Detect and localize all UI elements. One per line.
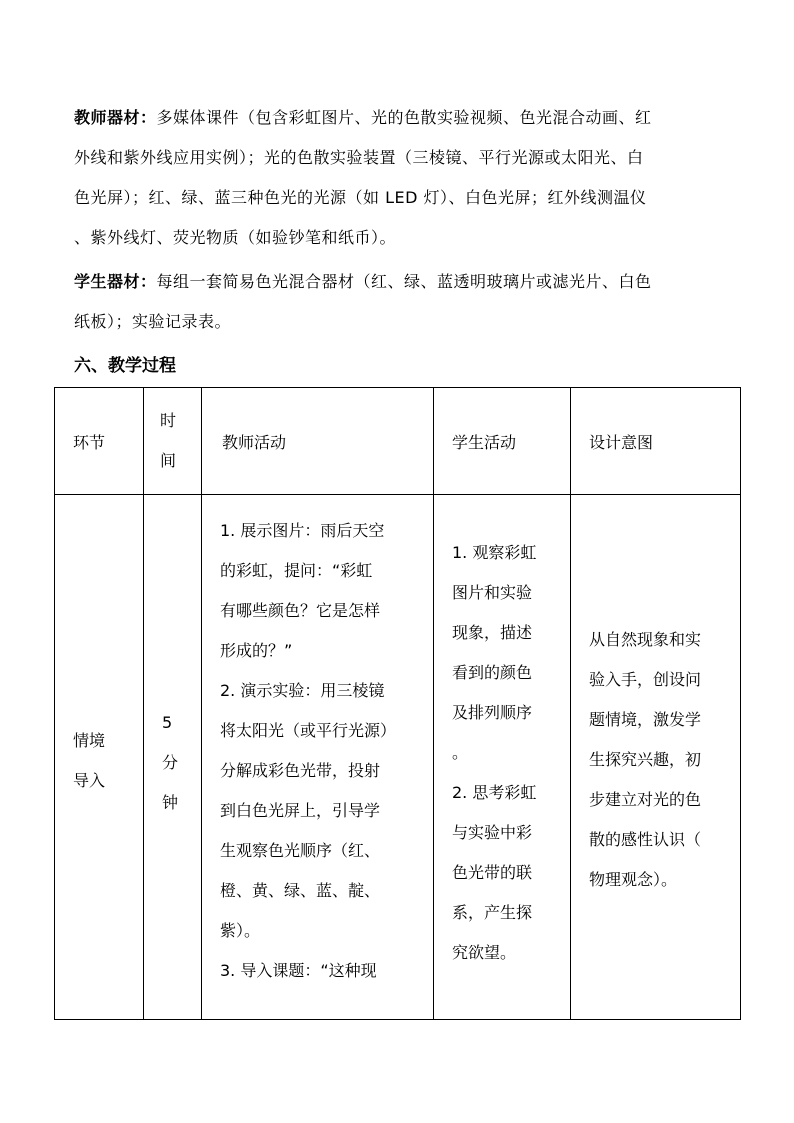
cell-design-intent: 从自然现象和实 验入手，创设问 题情境，激发学 生探究兴趣，初 步建立对光的色 散的感性认识（ 物理观念）。 xyxy=(571,495,741,1020)
teacher-materials-line-4: 、紫外线灯、荧光物质（如验钞笔和纸币）。 xyxy=(74,228,397,247)
student-materials-paragraph xyxy=(74,262,726,342)
teacher-materials-line-2: 外线和紫外线应用实例）；光的色散实验装置（三棱镜、平行光源或太阳光、白 xyxy=(74,148,644,167)
student-materials-label: 学生器材： xyxy=(74,272,157,291)
cell-teacher-activity: 1. 展示图片：雨后天空 的彩虹，提问：“彩虹 有哪些颜色？它是怎样 形成的？” 2. 演示实验：用三棱镜 将太阳光（或平行光源） 分解成彩色光带，投射 到白色光屏上，引导学 生观察色光顺序（红、 橙、黄、绿、蓝、靛、 紫）。 3. 导入课题：“这种现 xyxy=(202,495,434,1020)
table-header-row xyxy=(55,388,741,495)
section-heading: 六、教学过程 xyxy=(74,356,176,376)
teacher-materials-label: 教师器材： xyxy=(74,108,157,127)
cell-time: 5 分 钟 xyxy=(144,495,202,1020)
cell-stage: 情境 导入 xyxy=(55,495,144,1020)
header-time: 时 间 xyxy=(144,388,202,495)
teaching-process-table xyxy=(54,387,741,1020)
teacher-materials-paragraph xyxy=(74,98,726,258)
teacher-materials-line-1: 教师器材：多媒体课件（包含彩虹图片、光的色散实验视频、色光混合动画、红 xyxy=(74,108,652,127)
cell-student-activity: 1. 观察彩虹 图片和实验 现象，描述 看到的颜色 及排列顺序 。 2. 思考彩虹 与实验中彩 色光带的联 系，产生探 究欲望。 xyxy=(434,495,571,1020)
header-teacher-activity: 教师活动 xyxy=(202,388,434,495)
student-materials-line-1: 学生器材：每组一套简易色光混合器材（红、绿、蓝透明玻璃片或滤光片、白色 xyxy=(74,272,652,291)
header-student-activity: 学生活动 xyxy=(434,388,571,495)
header-design-intent: 设计意图 xyxy=(571,388,741,495)
teacher-materials-line-3: 色光屏）；红、绿、蓝三种色光的光源（如 LED 灯）、白色光屏；红外线测温仪 xyxy=(74,188,647,207)
student-materials-line-2: 纸板）；实验记录表。 xyxy=(74,312,232,331)
table-row xyxy=(55,495,741,1020)
header-stage: 环节 xyxy=(55,388,144,495)
